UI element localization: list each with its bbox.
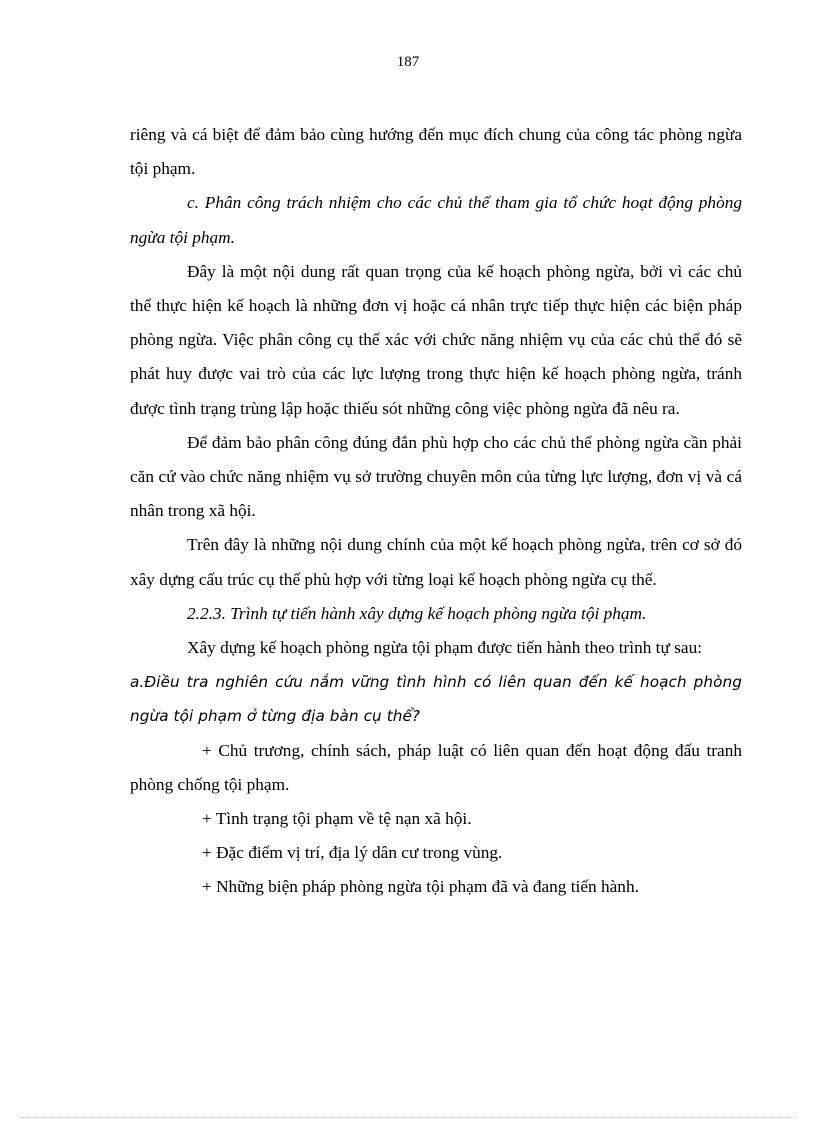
subheading-c: c. Phân công trách nhiệm cho các chủ thể tham gia tổ chức hoạt động phòng ngừa tội phạm. (130, 193, 742, 247)
section-heading-2-2-3: 2.2.3. Trình tự tiến hành xây dựng kế hoạch phòng ngừa tội phạm. (187, 603, 647, 623)
list-item: + Những biện pháp phòng ngừa tội phạm đã và đang tiến hành. (202, 877, 639, 897)
list-item: + Đặc điểm vị trí, địa lý dân cư trong vùng. (202, 843, 503, 863)
paragraph-continuation: riêng và cá biệt để đảm bảo cùng hướng đến mục đích chung của công tác phòng ngừa tội phạm. (130, 125, 742, 179)
paragraph-importance: Đây là một nội dung rất quan trọng của kế hoạch phòng ngừa, bởi vì các chủ thể thực hiện kế hoạch là những đơn vị hoặc cá nhân trực tiếp thực hiện các biện pháp phòng ngừa. Việc phân công cụ thể xác với chức năng nhiệm vụ của các chủ thể đó sẽ phát huy được vai trò của các lực lượng trong thực hiện kế hoạch phòng ngừa, tránh được tình trạng trùng lập hoặc thiếu sót những công việc phòng ngừa đã nêu ra. (130, 261, 742, 418)
page-body (130, 118, 742, 905)
subheading-a: a.Điều tra nghiên cứu nắm vững tình hình có liên quan đến kế hoạch phòng ngừa tội phạm ở từng địa bàn cụ thể? (130, 673, 742, 726)
page-number: 187 (396, 54, 420, 70)
list-item: + Chủ trương, chính sách, pháp luật có liên quan đến hoạt động đấu tranh phòng chống tội phạm. (130, 740, 742, 794)
list-item: + Tình trạng tội phạm về tệ nạn xã hội. (202, 809, 472, 829)
page-bottom-divider (20, 1117, 796, 1118)
paragraph-sequence-intro: Xây dựng kế hoạch phòng ngừa tội phạm được tiến hành theo trình tự sau: (187, 638, 703, 658)
paragraph-summary: Trên đây là những nội dung chính của một kế hoạch phòng ngừa, trên cơ sở đó xây dựng cấu trúc cụ thể phù hợp với từng loại kế hoạch phòng ngừa cụ thể. (130, 535, 742, 589)
paragraph-assignment: Để đảm bảo phân công đúng đắn phù hợp cho các chủ thể phòng ngừa cần phải căn cứ vào chức năng nhiệm vụ sở trường chuyên môn của từng lực lượng, đơn vị và cá nhân trong xã hội. (130, 432, 742, 521)
